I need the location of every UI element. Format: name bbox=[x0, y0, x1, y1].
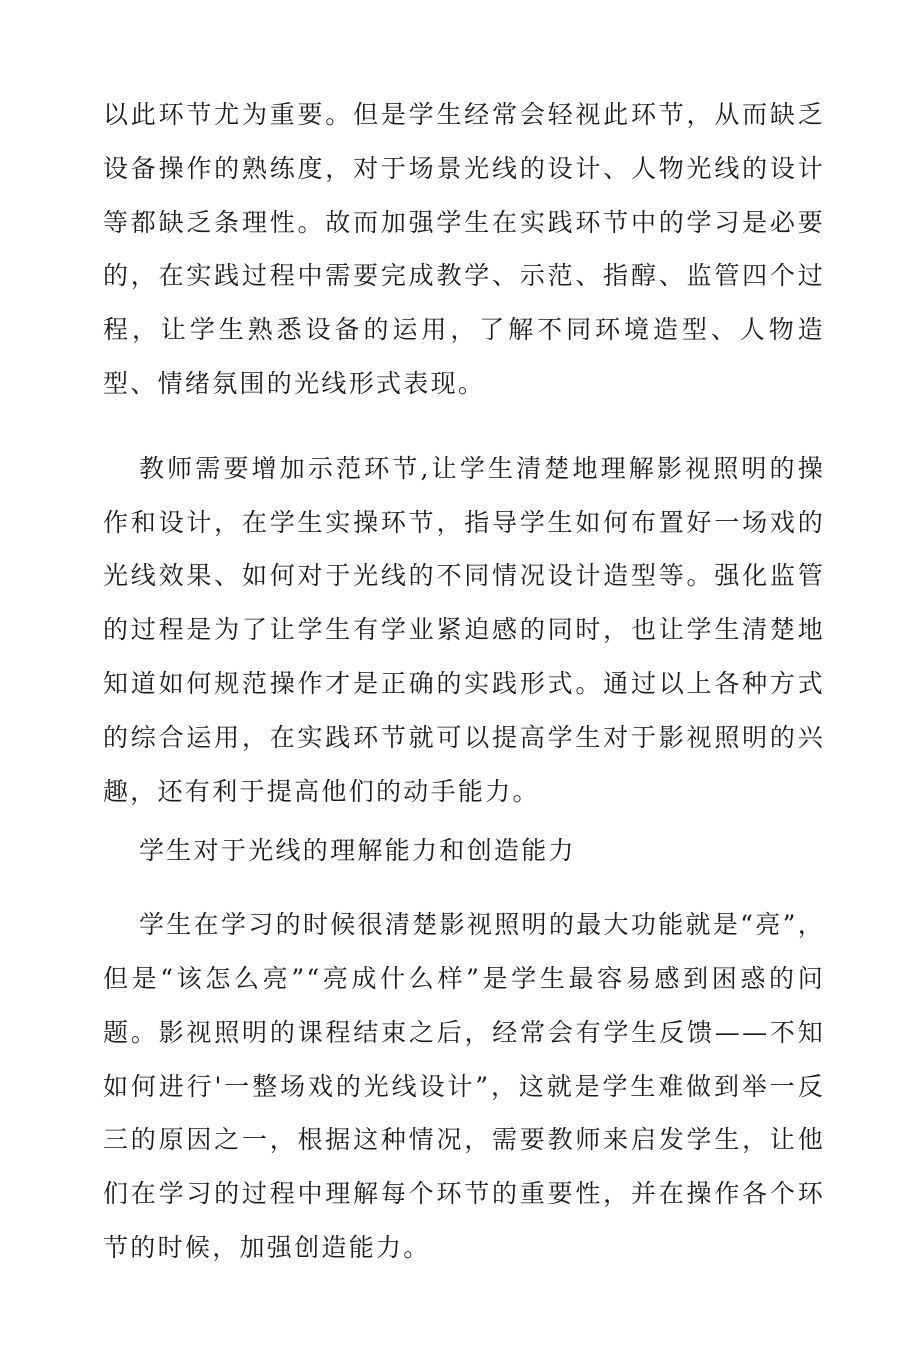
document-body bbox=[103, 88, 825, 1275]
paragraph-demonstration: 教师需要增加示范环节,让学生清楚地理解影视照明的操作和设计，在学生实操环节，指导学生如何布置好一场戏的光线效果、如何对于光线的不同情况设计造型等。强化监管的过程是为了让学生有学业紧迫感的同时，也让学生清楚地知道如何规范操作才是正确的实践形式。通过以上各种方式的综合运用，在实践环节就可以提高学生对于影视照明的兴趣，还有利于提高他们的动手能力。 bbox=[103, 453, 825, 806]
paragraph-understanding-creativity: 学生在学习的时候很清楚影视照明的最大功能就是“亮”，但是“该怎么亮”“亮成什么样”是学生最容易感到困惑的问题。影视照明的课程结束之后，经常会有学生反馈——不知如何进行'一整场戏的光线设计”，这就是学生难做到举一反三的原因之一，根据这种情况，需要教师来启发学生，让他们在学习的过程中理解每个环节的重要性，并在操作各个环节的时候，加强创造能力。 bbox=[103, 910, 825, 1262]
section-heading: 学生对于光线的理解能力和创造能力 bbox=[139, 836, 576, 866]
paragraph-practice-importance: 以此环节尤为重要。但是学生经常会轻视此环节，从而缺乏设备操作的熟练度，对于场景光线的设计、人物光线的设计等都缺乏条理性。故而加强学生在实践环节中的学习是必要的，在实践过程中需要完成教学、示范、指醇、监管四个过程，让学生熟悉设备的运用，了解不同环境造型、人物造型、情绪氛围的光线形式表现。 bbox=[103, 100, 825, 398]
